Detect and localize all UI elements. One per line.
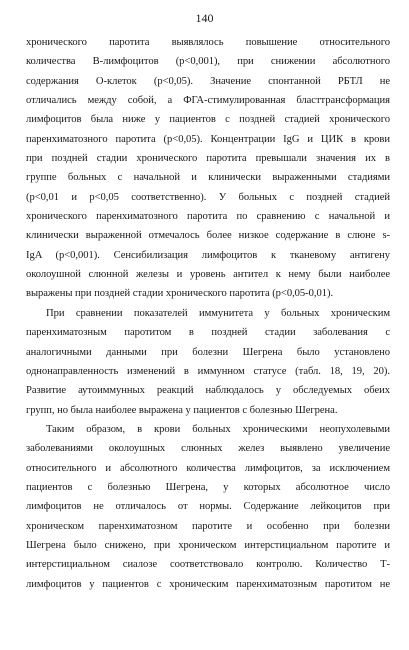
- text-line: интерстициальном сиалозе соответствовало контролю. Количество Т-: [26, 559, 390, 571]
- text-line: Развитие аутоиммунных реакций наблюдалось у обследуемых обеих: [26, 385, 390, 397]
- text-line: IgA (р<0,001). Сенсибилизация лимфоцитов к тканевому антигену: [26, 249, 390, 261]
- text-line: количества B-лимфоцитов (р<0,001), при снижении абсолютного: [26, 56, 390, 68]
- text-line: заболеваниями околоушных слюнных желез выявлено увеличение: [26, 443, 390, 455]
- text-line: паренхиматозным паротитом в поздней стадии заболевания с: [26, 327, 390, 339]
- text-line: хронического паренхиматозного паротита по сравнению с начальной и: [26, 211, 390, 223]
- text-line: хроническом паренхиматозном паротите и особенно при болезни: [26, 520, 390, 532]
- text-line: Шегрена было снижено, при хроническом интерстициальном паротите и: [26, 539, 390, 551]
- text-line: относительного и абсолютного количества лимфоцитов, за исключением: [26, 462, 390, 474]
- text-line: отличались между собой, а ФГА-стимулированная бласттрансформация: [26, 95, 390, 107]
- text-line: содержания О-клеток (р<0,05). Значение спонтанной РБТЛ не: [26, 75, 390, 87]
- page-number: 140: [195, 11, 214, 25]
- text-line: пациентов с болезнью Шегрена, у которых абсолютное число: [26, 481, 390, 493]
- text-line: околоушной слюнной железы и уровень антител к нему были наиболее: [26, 269, 390, 281]
- text-line: паренхиматозного паротита (р<0,05). Концентрации IgG и ЦИК в крови: [26, 133, 390, 145]
- text-line: группе больных с начальной и клинически выраженными стадиями: [26, 172, 390, 184]
- text-line: однонаправленность изменений в иммунном статусе (табл. 18, 19, 20).: [26, 365, 390, 377]
- text-line: лимфоцитов была ниже у пациентов с поздней стадией хронического: [26, 114, 390, 126]
- text-line: хронического паротита выявлялось повышение относительного: [26, 37, 390, 48]
- text-line: лимфоцитов не отличалось от нормы. Содержание лейкоцитов при: [26, 501, 390, 513]
- text-line: лимфоцитов у пациентов с хроническим паренхиматозным паротитом не: [26, 578, 390, 590]
- text-line: клинически выраженной отмечалось более низкое содержание в слюне s-: [26, 230, 390, 242]
- text-line: аналогичными данными при болезни Шегрена было установлено: [26, 346, 390, 358]
- text-line: (р<0,01 и р<0,05 соответственно). У больных с поздней стадией: [26, 191, 390, 203]
- document-body: [26, 33, 390, 594]
- paragraph-first-line: Таким образом, в крови больных хроническими неопухолевыми: [46, 423, 390, 435]
- paragraph-first-line: При сравнении показателей иммунитета у больных хроническим: [46, 307, 390, 319]
- text-line: при поздней стадии хронического паротита превышали значения их в: [26, 153, 390, 165]
- text-line: групп, но была наиболее выражена у пациентов с болезнью Шегрена.: [26, 404, 338, 416]
- text-line: выражены при поздней стадии хронического паротита (р<0,05-0,01).: [26, 288, 334, 300]
